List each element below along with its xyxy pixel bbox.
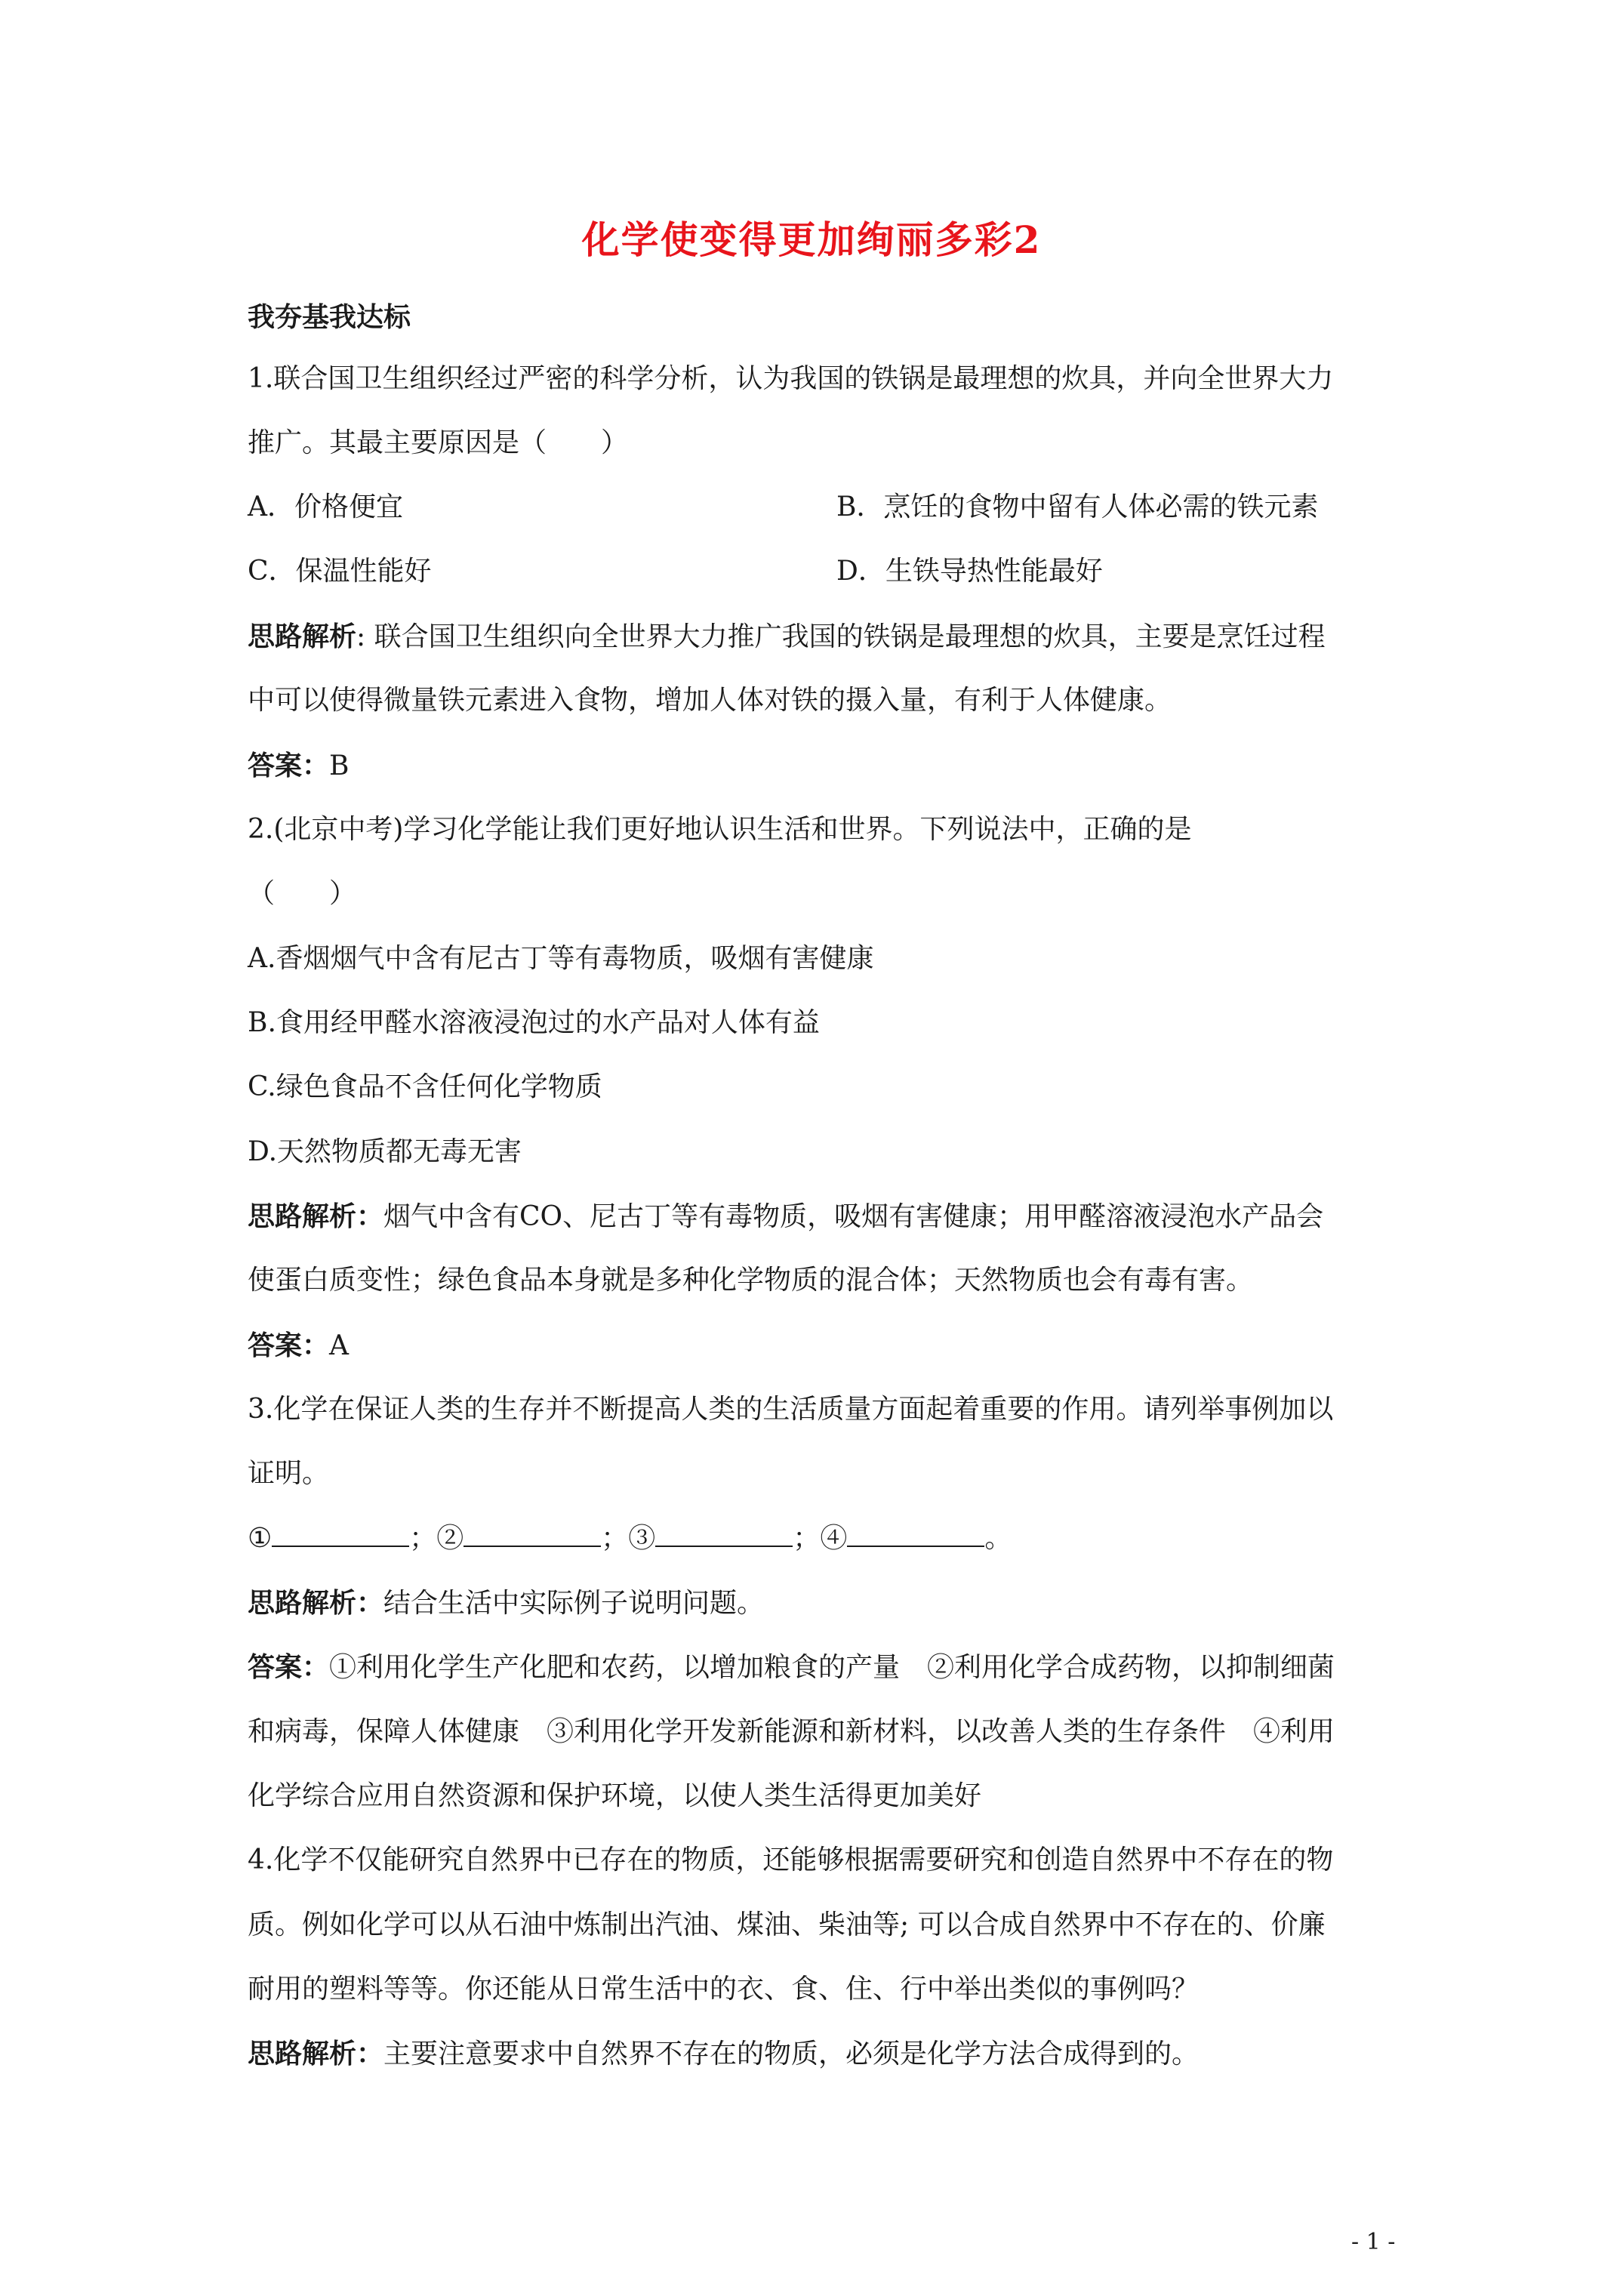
blank-end: 。: [984, 1523, 1012, 1554]
q2-analysis-text: 烟气中含有CO、尼古丁等有毒物质，吸烟有害健康；用甲醛溶液浸泡水产品会: [383, 1201, 1324, 1232]
blank-marker-1: ①: [248, 1523, 273, 1554]
q1-option-b: B．烹饪的食物中留有人体必需的铁元素: [836, 492, 1319, 522]
q1-answer-label: 答案：: [248, 750, 330, 781]
q2-stem-line1: 2.(北京中考)学习化学能让我们更好地认识生活和世界。下列说法中，正确的是: [248, 814, 1192, 845]
q3-analysis-label: 思路解析：: [248, 1587, 384, 1619]
q4-analysis-label: 思路解析：: [248, 2038, 384, 2069]
q2-stem-line2: （ ）: [248, 878, 357, 909]
q1-analysis-line2: 中可以使得微量铁元素进入食物，增加人体对铁的摄入量，有利于人体健康。: [248, 685, 1172, 716]
q4-stem-line1: 4.化学不仅能研究自然界中已存在的物质，还能够根据需要研究和创造自然界中不存在的物: [248, 1845, 1334, 1875]
q1-stem-line2: 推广。其最主要原因是（ ）: [248, 427, 629, 458]
q2-answer-label: 答案：: [248, 1330, 330, 1361]
q1-analysis-label: 思路解析: [248, 621, 357, 652]
q4-analysis: [248, 2037, 1199, 2071]
q1-answer-value: B: [329, 750, 350, 781]
q1-option-c: C．保温性能好: [248, 556, 432, 587]
q1-option-a: A．价格便宜: [248, 492, 403, 522]
q3-stem-line2: 证明。: [248, 1458, 330, 1489]
q2-option-a: A.香烟烟气中含有尼古丁等有毒物质，吸烟有害健康: [248, 943, 874, 974]
page-title: 化学使变得更加绚丽多彩2: [581, 217, 1042, 262]
blank-marker-2: ；②: [409, 1523, 464, 1554]
q2-option-b: B.食用经甲醛水溶液浸泡过的水产品对人体有益: [248, 1007, 820, 1038]
q3-answer-label: 答案：: [248, 1651, 330, 1683]
q3-answer-line3: 化学综合应用自然资源和保护环境，以使人类生活得更加美好: [248, 1780, 982, 1811]
blank-marker-4: ；④: [793, 1523, 848, 1554]
q1-answer: [248, 749, 349, 783]
q3-stem-line1: 3.化学在保证人类的生存并不断提高人类的生活质量方面起着重要的作用。请列举事例加以: [248, 1394, 1334, 1425]
section-heading: 我夯基我达标: [248, 301, 411, 333]
q2-answer-value: A: [329, 1330, 350, 1361]
q3-blanks: [248, 1522, 1012, 1555]
q2-analysis-line2: 使蛋白质变性；绿色食品本身就是多种化学物质的混合体；天然物质也会有毒有害。: [248, 1265, 1254, 1296]
q1-analysis-line1: [248, 620, 1326, 654]
q2-answer: [248, 1329, 349, 1363]
q4-stem-line2: 质。例如化学可以从石油中炼制出汽油、煤油、柴油等; 可以合成自然界中不存在的、价廉: [248, 1909, 1326, 1940]
q2-analysis-label: 思路解析：: [248, 1200, 384, 1232]
q3-analysis: [248, 1586, 764, 1620]
q4-stem-line3: 耐用的塑料等等。你还能从日常生活中的衣、食、住、行中举出类似的事例吗？: [248, 1974, 1200, 2005]
answer-blank-2[interactable]: [463, 1523, 601, 1547]
q2-option-d: D.天然物质都无毒无害: [248, 1136, 522, 1167]
q1-analysis-text: : 联合国卫生组织向全世界大力推广我国的铁锅是最理想的炊具，主要是烹饪过程: [356, 621, 1326, 652]
q3-answer-line2: 和病毒，保障人体健康 ③利用化学开发新能源和新材料，以改善人类的生存条件 ④利用: [248, 1716, 1335, 1747]
q1-option-d: D．生铁导热性能最好: [836, 556, 1103, 587]
q4-analysis-text: 主要注意要求中自然界不存在的物质，必须是化学方法合成得到的。: [383, 2039, 1200, 2069]
page-number: - 1 -: [1351, 2229, 1396, 2255]
q2-option-c: C.绿色食品不含任何化学物质: [248, 1071, 602, 1102]
q3-analysis-text: 结合生活中实际例子说明问题。: [383, 1588, 765, 1619]
answer-blank-3[interactable]: [655, 1523, 793, 1547]
q3-answer-line1: [248, 1650, 1335, 1684]
q1-stem-line1: 1.联合国卫生组织经过严密的科学分析，认为我国的铁锅是最理想的炊具，并向全世界大力: [248, 363, 1334, 394]
q2-analysis-line1: [248, 1200, 1323, 1234]
blank-marker-3: ；③: [601, 1523, 656, 1554]
answer-blank-4[interactable]: [847, 1523, 984, 1547]
answer-blank-1[interactable]: [272, 1523, 409, 1547]
q3-answer-text: ①利用化学生产化肥和农药，以增加粮食的产量 ②利用化学合成药物，以抑制细菌: [329, 1652, 1335, 1683]
